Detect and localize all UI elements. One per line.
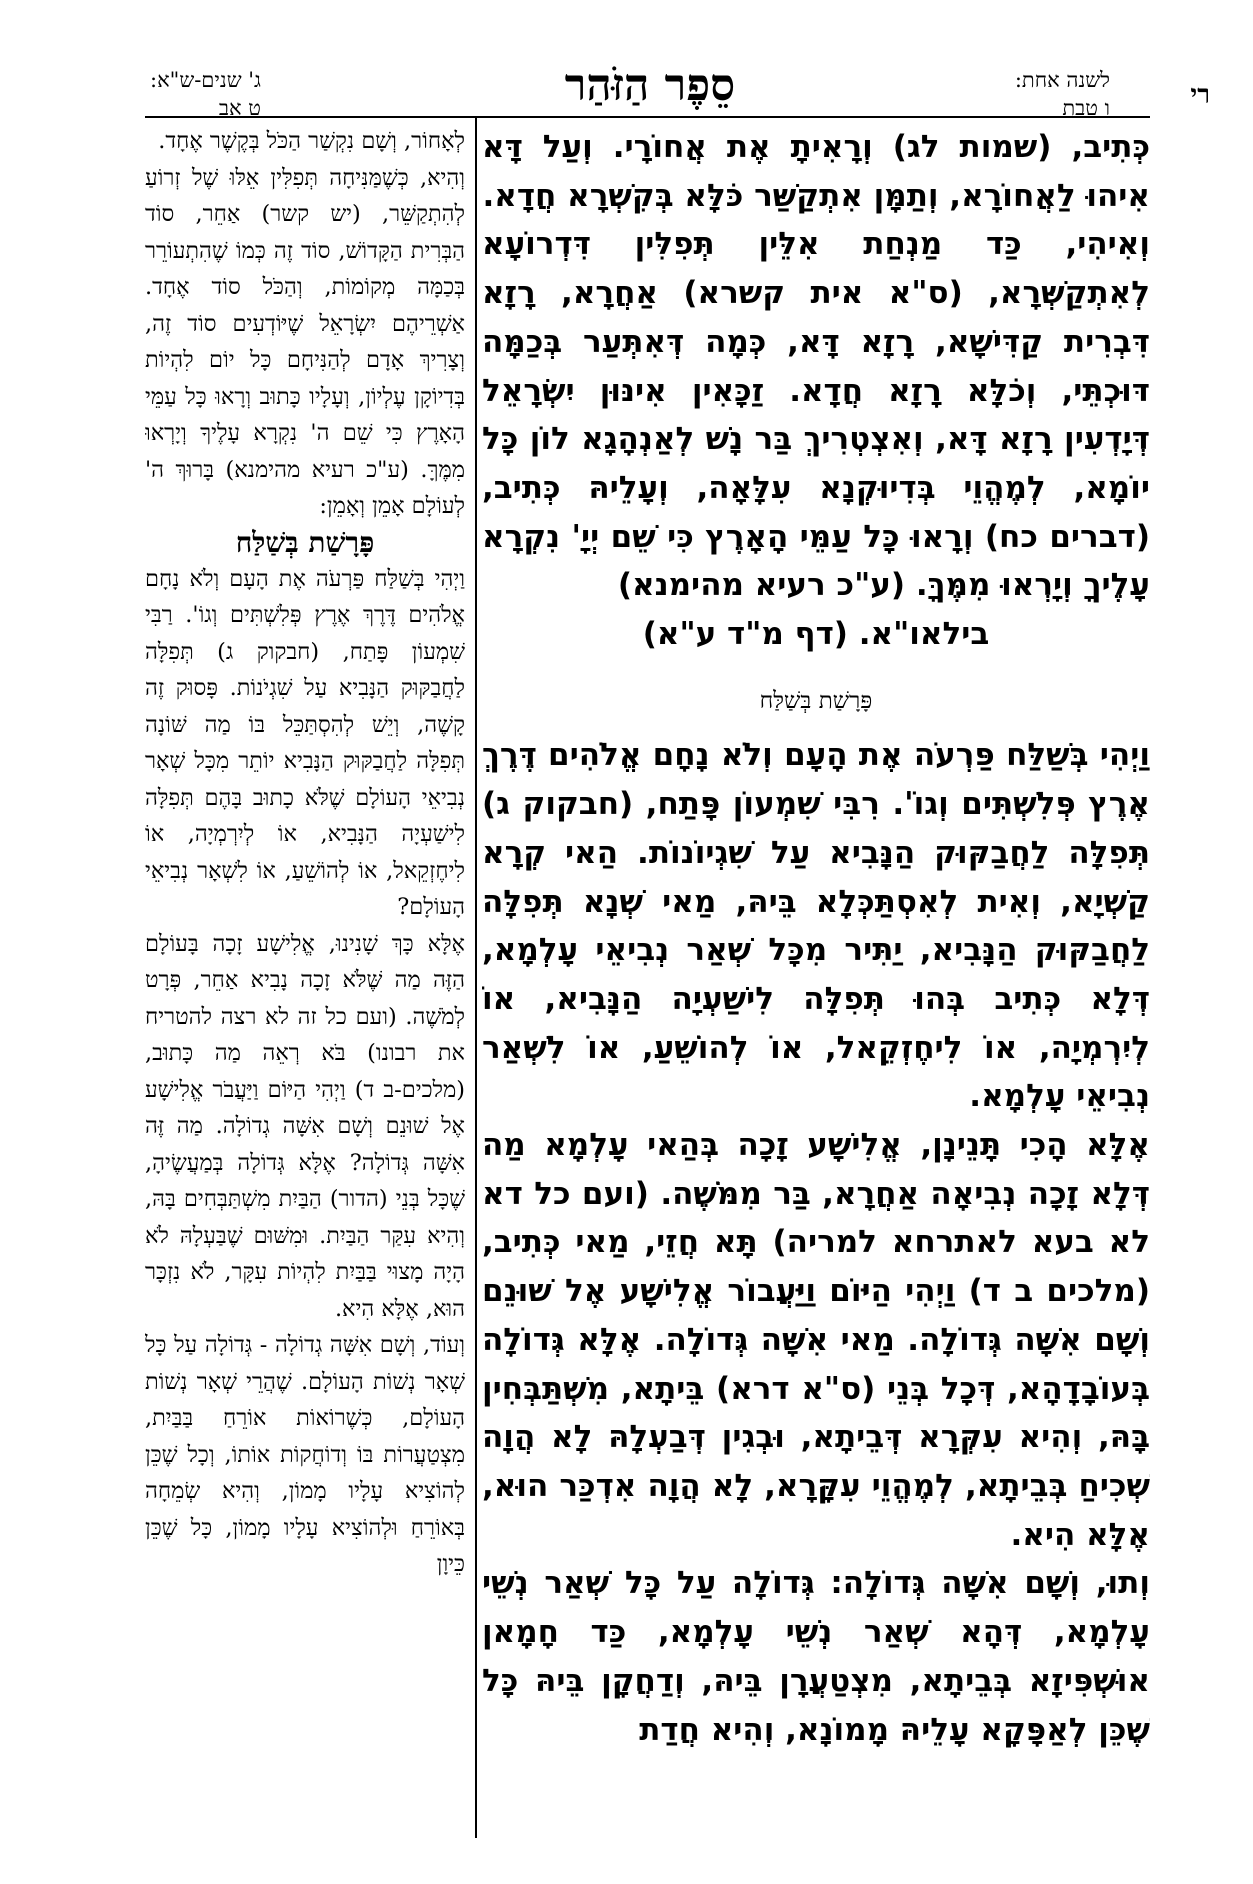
- main-paragraph-1: כְּתִיב, (שמות לג) וְרָאִיתָ אֶת אֲחוֹרָי. וְעַל דָּא אִיהוּ לַאֲחוֹרָא, וְתַמָּן אִתְקַשַּׁר כֹּלָּא בְּקִשְׁרָא חֲדָא.: [482, 129, 1150, 214]
- main-column-aramaic: [482, 123, 1150, 1863]
- side-paragraph-2: וְהִיא, כְּשֶׁמַּנִּיחָה תְּפִלִּין אֵלּוּ שֶׁל זְרוֹעַ לְהִתְקַשֵּׁר, (יש קשר) אַחֵר, סוֹד הַבְּרִית הַקָּדוֹשׁ, סוֹד זֶה כְּמוֹ שֶׁהִתְעוֹרֵר בְּכַמָּה מְקוֹמוֹת, וְהַכֹּל סוֹד אֶחָד. אַשְׁרֵיהֶם יִשְׂרָאֵל שֶׁיּוֹדְעִים סוֹד זֶה, וְצָרִיךְ אָדָם לְהַנִּיחָם כָּל יוֹם לִהְיוֹת בְּדִיוֹקָן עֶלְיוֹן, וְעָלָיו כָּתוּב וְרָאוּ כָּל עַמֵּי הָאָרֶץ כִּי שֵׁם ה' נִקְרָא עָלֶיךָ וְיָרְאוּ מִמֶּךָּ. (ע"כ רעיא מהימנא) בָּרוּךְ ה' לְעוֹלָם אָמֵן וְאָמֵן:: [145, 164, 465, 519]
- book-title: סֵפֶר הַזֹּהַר: [564, 60, 736, 111]
- main-paragraph-2-end: בילאו"א. (דף מ"ד ע"א): [642, 616, 990, 653]
- parasha-title: פָּרָשַׁת בְּשַׁלַּח: [759, 687, 873, 714]
- main-paragraph-4: אֶלָּא הָכִי תָּנֵינָן, אֱלִישָׁע זָכָה בְּהַאי עָלְמָא מַה דְּלָא זָכָה נְבִיאָה אַחֲרָא, בַּר מִמֹּשֶׁה. (ועם כל דא לא בעא לאתרחא למריה) תָּא חֲזֵי, מַאי כְּתִיב, (מלכים ב ד) וַיְהִי הַיּוֹם וַיַּעֲבוֹר אֱלִישָׁע אֶל שׁוּנֵם וְשָׁם אִשָּׁה גְּדוֹלָה. מַאי אִשָּׁה גְּדוֹלָה. אֶלָּא גְּדוֹלָה בְּעוֹבָדָהָא, דְּכָל בְּנֵי (ס"א דרא) בֵּיתָא, מִשְׁתַּבְּחִין בָּהּ, וְהִיא עִקְּרָא דְּבֵיתָא, וּבְגִין דְּבַעְלָהּ לָא הֲוָה שְׁכִיחַ בְּבֵיתָא, לְמֶהֱוֵי עִקָּרָא, לָא הֲוָה אִדְכַּר הוּא, אֶלָּא הִיא.: [482, 1127, 1150, 1553]
- reading-schedule-three-years: [150, 66, 261, 122]
- main-paragraph-3: וַיְהִי בְּשַׁלַּח פַּרְעֹה אֶת הָעָם וְלֹא נָחָם אֱלֹהִים דֶּרֶךְ אֶרֶץ פְּלִשְׁתִּים וְגוֹ'. רִבִּי שִׁמְעוֹן פָּתַח, (חבקוק ג) תְּפִלָּה לַחֲבַקּוּק הַנָּבִיא עַל שִׁגְיוֹנוֹת. הַאי קְרָא קַשְׁיָא, וְאִית לְאִסְתַּכְּלָא בֵּיהּ, מַאי שְׁנָא תְּפִלָּה לַחֲבַקּוּק הַנָּבִיא, יַתִּיר מִכָּל שְׁאַר נְבִיאֵי עָלְמָא, דְּלָא כְּתִיב בְּהוּ תְּפִלָּה לִישַׁעְיָה הַנָּבִיא, אוֹ לְיִרְמְיָה, אוֹ לִיחֶזְקֵאל, אוֹ לְהוֹשֵׁעַ, אוֹ לִשְׁאַר נְבִיאֵי עָלְמָא.: [482, 737, 1150, 1115]
- side-column-hebrew: [145, 123, 465, 1863]
- main-paragraph-2: וְאִיהִי, כַּד מַנְחַת אִלֵּין תְּפִלִּין דִּדְרוֹעָא לְאִתְקַשְּׁרָא, (ס"א אית קשרא) אַחֲרָא, רָזָא דִּבְרִית קַדִּישָׁא, רָזָא דָּא, כְּמָה דְּאִתְּעַר בְּכַמָּה דּוּכְתֵּי, וְכֹלָּא רָזָא חֲדָא. זַכָּאִין אִינּוּן יִשְׂרָאֵל דְּיָדְעִין רָזָא דָּא, וְאִצְטְרִיךְ בַּר נָשׁ לְאַנְהָגָא לוֹן כָּל יוֹמָא, לְמֶהֱוֵי בְּדִיוּקְנָא עִלָּאָה, וְעָלֵיהּ כְּתִיב, (דברים כח) וְרָאוּ כָּל עַמֵּי הָאָרֶץ כִּי שֵׁם יְיָ' נִקְרָא עָלֶיךָ וְיָרְאוּ מִמֶּךָּ. (ע"כ רעיא מהימנא): [482, 226, 1150, 604]
- page-number: רי: [1190, 80, 1210, 110]
- schedule-date-3y: ט אב: [218, 96, 261, 120]
- side-parasha-title: פָּרָשַׁת בְּשַׁלַּח: [235, 525, 375, 559]
- column-divider: [475, 118, 477, 1838]
- side-paragraph-1: לְאָחוֹר, וְשָׁם נִקְשַׁר הַכֹּל בְּקֶשֶׁר אֶחָד.: [158, 128, 465, 154]
- side-paragraph-4: אֶלָּא כָּךְ שָׁנִינוּ, אֱלִישָׁע זָכָה בָּעוֹלָם הַזֶּה מַה שֶּׁלֹּא זָכָה נָבִיא אַחֵר, פְּרָט לְמֹשֶׁה. (ועם כל זה לא רצה להטריח את רבונו) בֹּא רְאֵה מַה כָּתוּב, (מלכים-ב ד) וַיְהִי הַיּוֹם וַיַּעֲבֹר אֱלִישָׁע אֶל שׁוּנֵם וְשָׁם אִשָּׁה גְדוֹלָה. מַה זֶּה אִשָּׁה גְּדוֹלָה? אֶלָּא גְּדוֹלָה בְּמַעֲשֶׂיהָ, שֶׁכָּל בְּנֵי (הדור) הַבַּיִת מִשְׁתַּבְּחִים בָּהּ, וְהִיא עִקַּר הַבַּיִת. וּמִשּׁוּם שֶׁבַּעְלָהּ לֹא הָיָה מָצוּי בַּבַּיִת לִהְיוֹת עִקָּר, לֹא נִזְכָּר הוּא, אֶלָּא הִיא.: [145, 930, 465, 1322]
- main-paragraph-5: וְתוּ, וְשָׁם אִשָּׁה גְּדוֹלָה: גְּדוֹלָה עַל כָּל שְׁאַר נְשֵׁי עָלְמָא, דְּהָא שְׁאַר נְשֵׁי עָלְמָא, כַּד חָמָאן אוּשְׁפִּיזָא בְּבֵיתָא, מִצְטַעֲרָן בֵּיהּ, וְדַחֲקָן בֵּיהּ כָּל שֶׁכֵּן לְאַפָּקָא עָלֵיהּ מָמוֹנָא, וְהִיא חֲדַת: [482, 1565, 1150, 1748]
- schedule-date: ו טבת: [1062, 96, 1110, 120]
- schedule-label-3y: ג' שנים-ש"א:: [150, 68, 261, 92]
- schedule-label: לשנה אחת:: [1014, 68, 1110, 92]
- side-paragraph-5: וְעוֹד, וְשָׁם אִשָּׁה גְדוֹלָה - גְּדוֹלָה עַל כָּל שְׁאָר נְשׁוֹת הָעוֹלָם. שֶׁהֲרֵי שְׁאָר נְשׁוֹת הָעוֹלָם, כְּשֶׁרוֹאוֹת אוֹרֵחַ בַּבַּיִת, מִצְטַעֲרוֹת בּוֹ וְדוֹחֲקוֹת אוֹתוֹ, וְכָל שֶׁכֵּן לְהוֹצִיא עָלָיו מָמוֹן, וְהִיא שְׂמֵחָה בְּאוֹרֵחַ וּלְהוֹצִיא עָלָיו מָמוֹן, כָּל שֶׁכֵּן כֵּיוָן: [145, 1332, 465, 1577]
- side-paragraph-3: וַיְהִי בְּשַׁלַּח פַּרְעֹה אֶת הָעָם וְלֹא נָחָם אֱלֹהִים דֶּרֶךְ אֶרֶץ פְּלִשְׁתִּים וְגוֹ'. רַבִּי שִׁמְעוֹן פָּתַח, (חבקוק ג) תְּפִלָּה לַחֲבַקּוּק הַנָּבִיא עַל שִׁגְיֹנוֹת. פָּסוּק זֶה קָשֶׁה, וְיֵשׁ לְהִסְתַּכֵּל בּוֹ מַה שּׁוֹנָה תְּפִלָּה לַחֲבַקּוּק הַנָּבִיא יוֹתֵר מִכָּל שְׁאָר נְבִיאֵי הָעוֹלָם שֶׁלֹּא כָתוּב בָּהֶם תְּפִלָּה לִישַׁעְיָה הַנָּבִיא, אוֹ לְיִרְמְיָה, אוֹ לִיחֶזְקֵאל, אוֹ לְהוֹשֵׁעַ, אוֹ לִשְׁאָר נְבִיאֵי הָעוֹלָם?: [145, 565, 465, 920]
- header-rule: [145, 116, 1150, 118]
